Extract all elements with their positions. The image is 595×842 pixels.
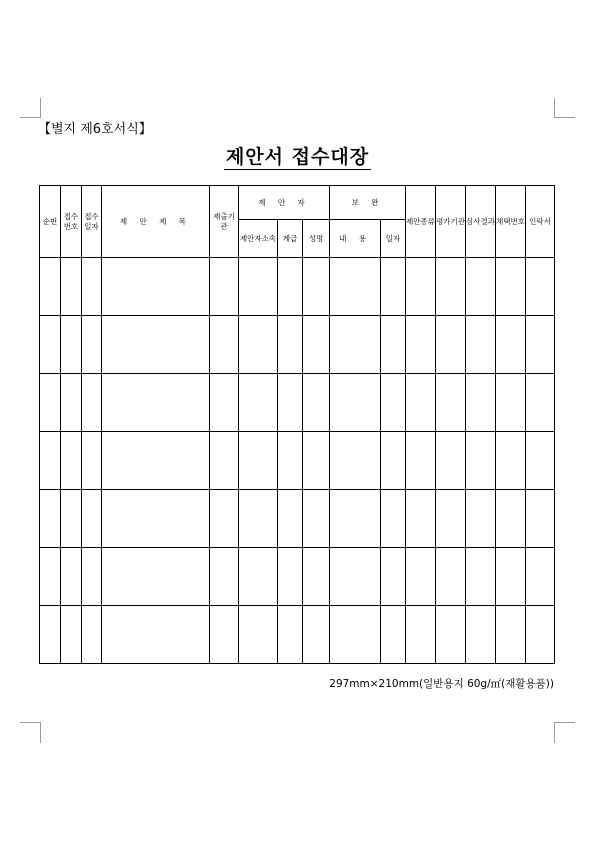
table-row — [40, 258, 555, 316]
table-cell — [436, 606, 466, 664]
header-proposer-rank: 계급 — [278, 220, 303, 258]
table-cell — [82, 606, 102, 664]
table-cell — [210, 490, 239, 548]
table-cell — [303, 258, 330, 316]
table-cell — [526, 490, 555, 548]
table-cell — [278, 316, 303, 374]
table-cell — [278, 490, 303, 548]
table-cell — [239, 490, 278, 548]
table-cell — [239, 548, 278, 606]
table-cell — [61, 316, 82, 374]
table-cell — [303, 606, 330, 664]
table-cell — [436, 490, 466, 548]
table-cell — [40, 606, 61, 664]
table-cell — [40, 374, 61, 432]
table-cell — [406, 606, 436, 664]
table-cell — [102, 548, 210, 606]
table-cell — [61, 490, 82, 548]
table-cell — [303, 432, 330, 490]
table-cell — [406, 432, 436, 490]
table-cell — [330, 490, 381, 548]
crop-mark-top-right — [554, 98, 555, 118]
table-cell — [40, 548, 61, 606]
crop-mark-bottom-right — [554, 722, 575, 723]
page-title: 제안서 접수대장 — [225, 146, 370, 168]
table-cell — [406, 548, 436, 606]
table-cell — [466, 490, 496, 548]
register-table-body — [40, 258, 555, 664]
table-cell — [466, 432, 496, 490]
table-cell — [278, 548, 303, 606]
table-cell — [239, 374, 278, 432]
table-cell — [330, 606, 381, 664]
table-row — [40, 606, 555, 664]
table-cell — [303, 490, 330, 548]
table-cell — [61, 606, 82, 664]
table-cell — [239, 432, 278, 490]
table-cell — [278, 374, 303, 432]
table-cell — [278, 432, 303, 490]
table-cell — [239, 258, 278, 316]
table-cell — [526, 606, 555, 664]
table-cell — [466, 258, 496, 316]
table-cell — [61, 258, 82, 316]
table-cell — [210, 548, 239, 606]
table-cell — [436, 548, 466, 606]
table-cell — [303, 548, 330, 606]
table-cell — [210, 258, 239, 316]
table-cell — [40, 258, 61, 316]
header-seq: 순번 — [40, 186, 61, 258]
table-row — [40, 374, 555, 432]
table-cell — [40, 316, 61, 374]
table-cell — [381, 316, 406, 374]
table-cell — [82, 548, 102, 606]
table-cell — [496, 490, 526, 548]
table-cell — [381, 432, 406, 490]
table-cell — [381, 548, 406, 606]
table-cell — [61, 374, 82, 432]
table-cell — [82, 432, 102, 490]
form-label: 【별지 제6호서식】 — [38, 122, 152, 137]
header-supplement-content: 내 용 — [330, 220, 381, 258]
table-cell — [102, 374, 210, 432]
table-cell — [496, 606, 526, 664]
header-proposal-title: 제 안 제 목 — [102, 186, 210, 258]
crop-mark-top-left — [40, 98, 41, 118]
table-cell — [436, 374, 466, 432]
table-cell — [82, 258, 102, 316]
table-cell — [406, 316, 436, 374]
table-cell — [82, 316, 102, 374]
header-submit-org: 제출기관 — [210, 186, 239, 258]
table-cell — [436, 316, 466, 374]
table-cell — [381, 374, 406, 432]
crop-mark-top-right — [554, 117, 575, 118]
table-cell — [102, 432, 210, 490]
page-title-wrap — [0, 146, 595, 170]
table-cell — [496, 316, 526, 374]
table-cell — [278, 606, 303, 664]
table-cell — [466, 548, 496, 606]
table-cell — [496, 374, 526, 432]
header-proposer-affiliation: 제안자소속 — [239, 220, 278, 258]
table-cell — [330, 258, 381, 316]
table-cell — [61, 548, 82, 606]
table-cell — [406, 490, 436, 548]
header-receipt-date: 접수 일자 — [82, 186, 102, 258]
table-cell — [436, 432, 466, 490]
table-row — [40, 432, 555, 490]
table-cell — [40, 490, 61, 548]
table-cell — [210, 374, 239, 432]
header-adoption-no: 채택번호 — [496, 186, 526, 258]
table-cell — [102, 316, 210, 374]
table-row — [40, 316, 555, 374]
table-cell — [496, 548, 526, 606]
table-cell — [210, 606, 239, 664]
table-cell — [210, 316, 239, 374]
table-cell — [466, 374, 496, 432]
table-cell — [526, 316, 555, 374]
header-proposer-name: 성명 — [303, 220, 330, 258]
table-cell — [303, 316, 330, 374]
table-cell — [496, 432, 526, 490]
table-cell — [102, 258, 210, 316]
table-cell — [330, 432, 381, 490]
header-review-result: 심사결과 — [466, 186, 496, 258]
table-cell — [40, 432, 61, 490]
table-cell — [381, 606, 406, 664]
table-cell — [526, 432, 555, 490]
table-cell — [466, 316, 496, 374]
header-proposal-type: 제안종류 — [406, 186, 436, 258]
table-cell — [526, 548, 555, 606]
header-supplement-date: 일자 — [381, 220, 406, 258]
table-cell — [303, 374, 330, 432]
crop-mark-bottom-left — [20, 722, 41, 723]
table-cell — [466, 606, 496, 664]
table-cell — [239, 316, 278, 374]
table-cell — [496, 258, 526, 316]
table-cell — [381, 490, 406, 548]
register-table — [39, 185, 555, 664]
paper-spec-note: 297mm×210mm(일반용지 60g/㎡(재활용품)) — [329, 678, 554, 690]
table-cell — [61, 432, 82, 490]
crop-mark-bottom-right — [554, 722, 555, 743]
crop-mark-bottom-left — [40, 722, 41, 743]
table-cell — [526, 374, 555, 432]
table-cell — [210, 432, 239, 490]
table-cell — [82, 490, 102, 548]
table-row — [40, 490, 555, 548]
table-cell — [239, 606, 278, 664]
table-row — [40, 548, 555, 606]
table-cell — [436, 258, 466, 316]
table-cell — [82, 374, 102, 432]
table-cell — [330, 548, 381, 606]
table-cell — [102, 606, 210, 664]
table-cell — [381, 258, 406, 316]
header-confirmation: 인락서 — [526, 186, 555, 258]
header-receipt-no: 접수 번호 — [61, 186, 82, 258]
header-eval-org: 평가기관 — [436, 186, 466, 258]
table-cell — [102, 490, 210, 548]
table-cell — [278, 258, 303, 316]
table-cell — [330, 374, 381, 432]
table-cell — [406, 374, 436, 432]
header-supplement-group: 보 완 — [330, 186, 406, 220]
table-cell — [330, 316, 381, 374]
header-proposer-group: 제 안 자 — [239, 186, 330, 220]
table-cell — [526, 258, 555, 316]
table-cell — [406, 258, 436, 316]
